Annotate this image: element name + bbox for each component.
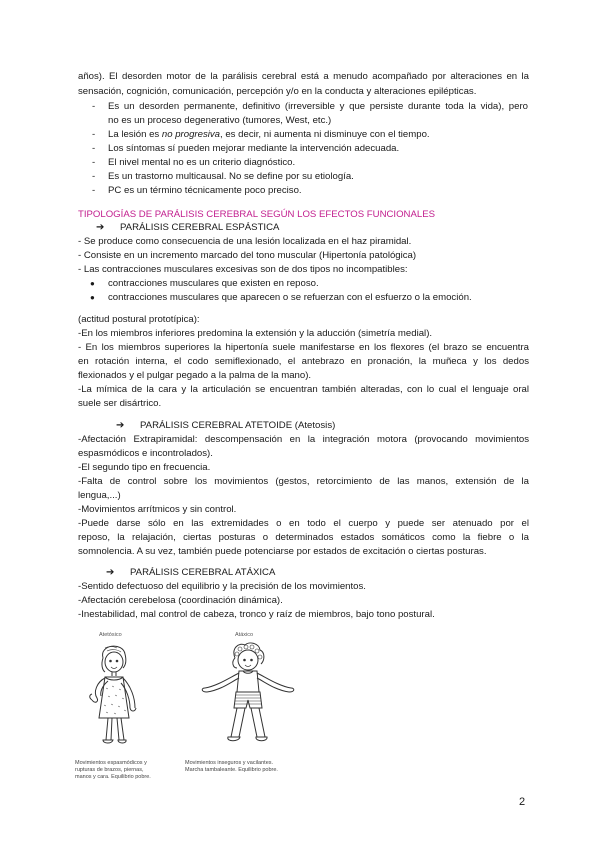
- dash-marker: -: [92, 129, 96, 140]
- figure-left-caption-2: rupturas de brazos, piernas,: [75, 767, 144, 773]
- espastica-p2-line-2: en rotación interna, el codo semiflexionado, el antebrazo en pronación, la muñeca y los dedos: [78, 356, 529, 367]
- dash-item-5: Es un trastorno multicausal. No se define por su etiología.: [108, 171, 354, 182]
- espastica-bullet-2: contracciones musculares que aparecen o se refuerzan con el esfuerzo o la emoción.: [108, 292, 472, 303]
- dash-item-2-pre: La lesión es: [108, 129, 162, 140]
- atetoide-a-line-2: espasmódicos e incontrolados).: [78, 448, 213, 459]
- intro-line-1: años). El desorden motor de la parálisis cerebral está a menudo acompañado por alteraciones en la: [78, 71, 529, 82]
- dash-marker: -: [92, 157, 96, 168]
- dash-item-6: PC es un término técnicamente poco preciso.: [108, 185, 302, 196]
- dash-item-3: Los síntomas sí pueden mejorar mediante la intervención adecuada.: [108, 143, 400, 154]
- atetoide-title: PARÁLISIS CEREBRAL ATETOIDE (Atetosis): [140, 420, 336, 431]
- ataxica-line-1: -Sentido defectuoso del equilibrio y la precisión de los movimientos.: [78, 581, 366, 592]
- dash-marker: -: [92, 101, 96, 112]
- atetoide-a-line-1: -Afectación Extrapiramidal: descompensación en la integración motora (provocando movimientos: [78, 434, 529, 445]
- intro-line-2: sensación, cognición, comunicación, percepción y/o en la conducta y alteraciones epilépticas.: [78, 86, 477, 97]
- espastica-line-2: - Consiste en un incremento marcado del tono muscular (Hipertonía patológica): [78, 250, 417, 261]
- espastica-title: PARÁLISIS CEREBRAL ESPÁSTICA: [120, 222, 280, 233]
- ataxica-line-2: -Afectación cerebelosa (coordinación dinámica).: [78, 595, 283, 606]
- figure-right-caption-1: Movimientos inseguros y vacilantes.: [185, 760, 274, 766]
- dash-item-2: [108, 128, 430, 141]
- atetoide-c-line-1: -Falta de control sobre los movimientos (gestos, retorcimiento de las manos, extensión de la: [78, 476, 529, 487]
- espastica-p3-line-2: suele ser disártrico.: [78, 398, 162, 409]
- arrow-icon: ➔: [116, 420, 125, 431]
- espastica-p1: -En los miembros inferiores predomina la extensión y la aducción (simetría medial).: [78, 328, 433, 339]
- dash-item-4: El nivel mental no es un criterio diagnóstico.: [108, 157, 296, 168]
- page-number: 2: [519, 796, 526, 808]
- dash-item-1-line-1: Es un desorden permanente, definitivo (irreversible y que persiste durante toda la vida), pero: [108, 101, 528, 112]
- espastica-line-3: - Las contracciones musculares excesivas son de dos tipos no incompatibles:: [78, 264, 408, 275]
- figure-left-label: Atetósico: [99, 632, 122, 638]
- espastica-p2-line-3: flexionados y el pulgar pegado a la palma de la mano).: [78, 370, 312, 381]
- atetoide-b: -El segundo tipo en frecuencia.: [78, 462, 211, 473]
- athetoid-child-illustration: [75, 640, 155, 755]
- dash-marker: -: [92, 143, 96, 154]
- figure-right-label: Atáxico: [235, 632, 254, 638]
- espastica-p3-line-1: -La mímica de la cara y la articulación se encuentran también alteradas, con lo cual el lenguaje oral: [78, 384, 529, 395]
- ataxic-child-illustration: [193, 642, 303, 757]
- atetoide-e-line-1: -Puede darse sólo en las extremidades o en todo el cuerpo y puede ser atenuado por el: [78, 518, 529, 529]
- dash-item-1-line-2: no es un proceso degenerativo (tumores, West, etc.): [108, 115, 332, 126]
- dash-marker: -: [92, 171, 96, 182]
- ataxica-title: PARÁLISIS CEREBRAL ATÁXICA: [130, 567, 276, 578]
- atetoide-d: -Movimientos arrítmicos y sin control.: [78, 504, 237, 515]
- espastica-bullet-1: contracciones musculares que existen en reposo.: [108, 278, 319, 289]
- dash-marker: -: [92, 185, 96, 196]
- arrow-icon: ➔: [106, 567, 115, 578]
- espastica-p2-line-1: - En los miembros superiores la hipertonía suele manifestarse en los flexores (el brazo se encuentra: [78, 342, 529, 353]
- section-title: TIPOLOGÍAS DE PARÁLISIS CEREBRAL SEGÚN LOS EFECTOS FUNCIONALES: [78, 209, 436, 220]
- bullet-icon: ●: [90, 293, 95, 302]
- bullet-icon: ●: [90, 279, 95, 288]
- figure-left-caption-3: manos y cara. Equilibrio pobre.: [75, 774, 151, 780]
- dash-item-2-post: , es decir, ni aumenta ni disminuye con el tiempo.: [220, 129, 430, 140]
- espastica-line-1: - Se produce como consecuencia de una lesión localizada en el haz piramidal.: [78, 236, 412, 247]
- ataxica-line-3: -Inestabilidad, mal control de cabeza, tronco y raíz de miembros, bajo tono postural.: [78, 609, 435, 620]
- atetoide-e-line-3: somnolencia. A su vez, también puede potenciarse por estados de excitación o ciertas posturas.: [78, 546, 487, 557]
- figure-left-caption-1: Movimientos espasmódicos y: [75, 760, 147, 766]
- figure-right-caption-2: Marcha tambaleante. Equilibrio pobre.: [185, 767, 278, 773]
- arrow-icon: ➔: [96, 222, 105, 233]
- postural-label: (actitud postural prototípica):: [78, 314, 200, 325]
- atetoide-c-line-2: lengua,...): [78, 490, 121, 501]
- dash-item-2-emphasis: no progresiva: [161, 129, 221, 140]
- atetoide-e-line-2: reposo, la relajación, ciertas posturas o determinados estados somáticos como la fiebre o la: [78, 532, 529, 543]
